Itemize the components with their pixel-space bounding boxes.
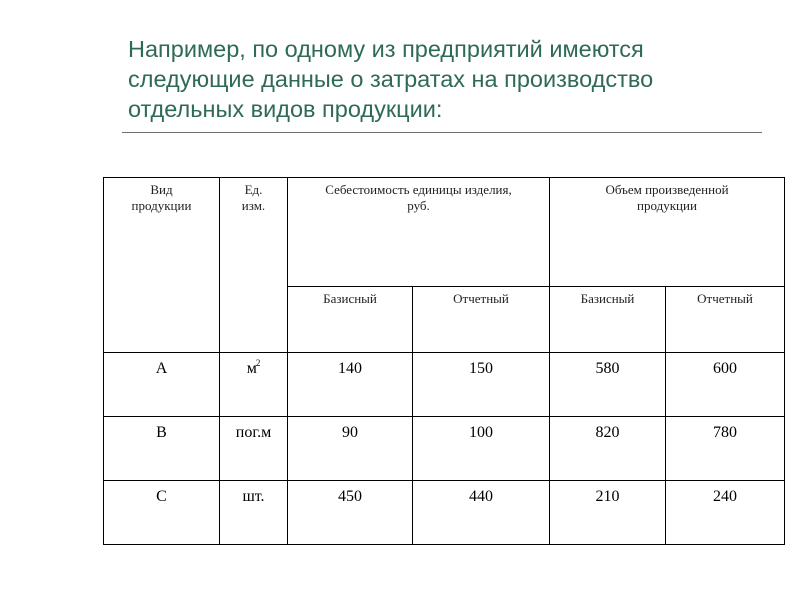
cell-product: А bbox=[104, 353, 220, 417]
slide-title-line-2: следующие данные о затратах на производство bbox=[128, 66, 654, 92]
header-product-type-line-2: продукции bbox=[131, 198, 192, 213]
cell-product: В bbox=[104, 417, 220, 481]
table-row bbox=[104, 353, 785, 417]
cell-volume-reporting: 600 bbox=[666, 353, 785, 417]
cell-volume-base: 210 bbox=[550, 481, 666, 545]
cell-product: С bbox=[104, 481, 220, 545]
header-unit-cost-line-1: Себестоимость единицы изделия, bbox=[325, 182, 512, 197]
header-unit-cost-line-2: руб. bbox=[407, 198, 430, 213]
header-unit-cost bbox=[288, 178, 550, 287]
cell-volume-reporting: 780 bbox=[666, 417, 785, 481]
cell-unit: шт. bbox=[220, 481, 288, 545]
header-product-type bbox=[104, 178, 220, 353]
cell-unit-superscript: 2 bbox=[255, 358, 261, 368]
cell-cost-base: 450 bbox=[288, 481, 413, 545]
header-volume-line-2: продукции bbox=[637, 198, 697, 213]
cell-unit-text: м bbox=[246, 360, 257, 377]
header-volume-line-1: Объем произведенной bbox=[605, 182, 729, 197]
table-row bbox=[104, 481, 785, 545]
subheader-volume-reporting: Отчетный bbox=[666, 287, 785, 353]
cell-cost-reporting: 150 bbox=[413, 353, 550, 417]
cell-cost-base: 90 bbox=[288, 417, 413, 481]
slide-title-line-1: Например, по одному из предприятий имеются bbox=[128, 36, 644, 62]
header-unit bbox=[220, 178, 288, 353]
subheader-cost-base: Базисный bbox=[288, 287, 413, 353]
header-unit-line-1: Ед. bbox=[244, 182, 263, 197]
table-row bbox=[104, 417, 785, 481]
title-divider bbox=[122, 132, 762, 133]
cell-unit: пог.м bbox=[220, 417, 288, 481]
header-unit-line-2: изм. bbox=[241, 198, 266, 213]
subheader-cost-reporting: Отчетный bbox=[413, 287, 550, 353]
slide-title bbox=[128, 34, 768, 124]
cell-volume-reporting: 240 bbox=[666, 481, 785, 545]
production-cost-table bbox=[103, 177, 785, 545]
cell-volume-base: 580 bbox=[550, 353, 666, 417]
header-product-type-line-1: Вид bbox=[150, 182, 173, 197]
header-volume bbox=[550, 178, 785, 287]
header-row bbox=[104, 178, 785, 287]
subheader-volume-base: Базисный bbox=[550, 287, 666, 353]
cell-volume-base: 820 bbox=[550, 417, 666, 481]
cell-unit bbox=[220, 353, 288, 417]
cell-cost-reporting: 440 bbox=[413, 481, 550, 545]
cell-cost-base: 140 bbox=[288, 353, 413, 417]
cell-cost-reporting: 100 bbox=[413, 417, 550, 481]
slide-title-line-3: отдельных видов продукции: bbox=[128, 96, 443, 122]
